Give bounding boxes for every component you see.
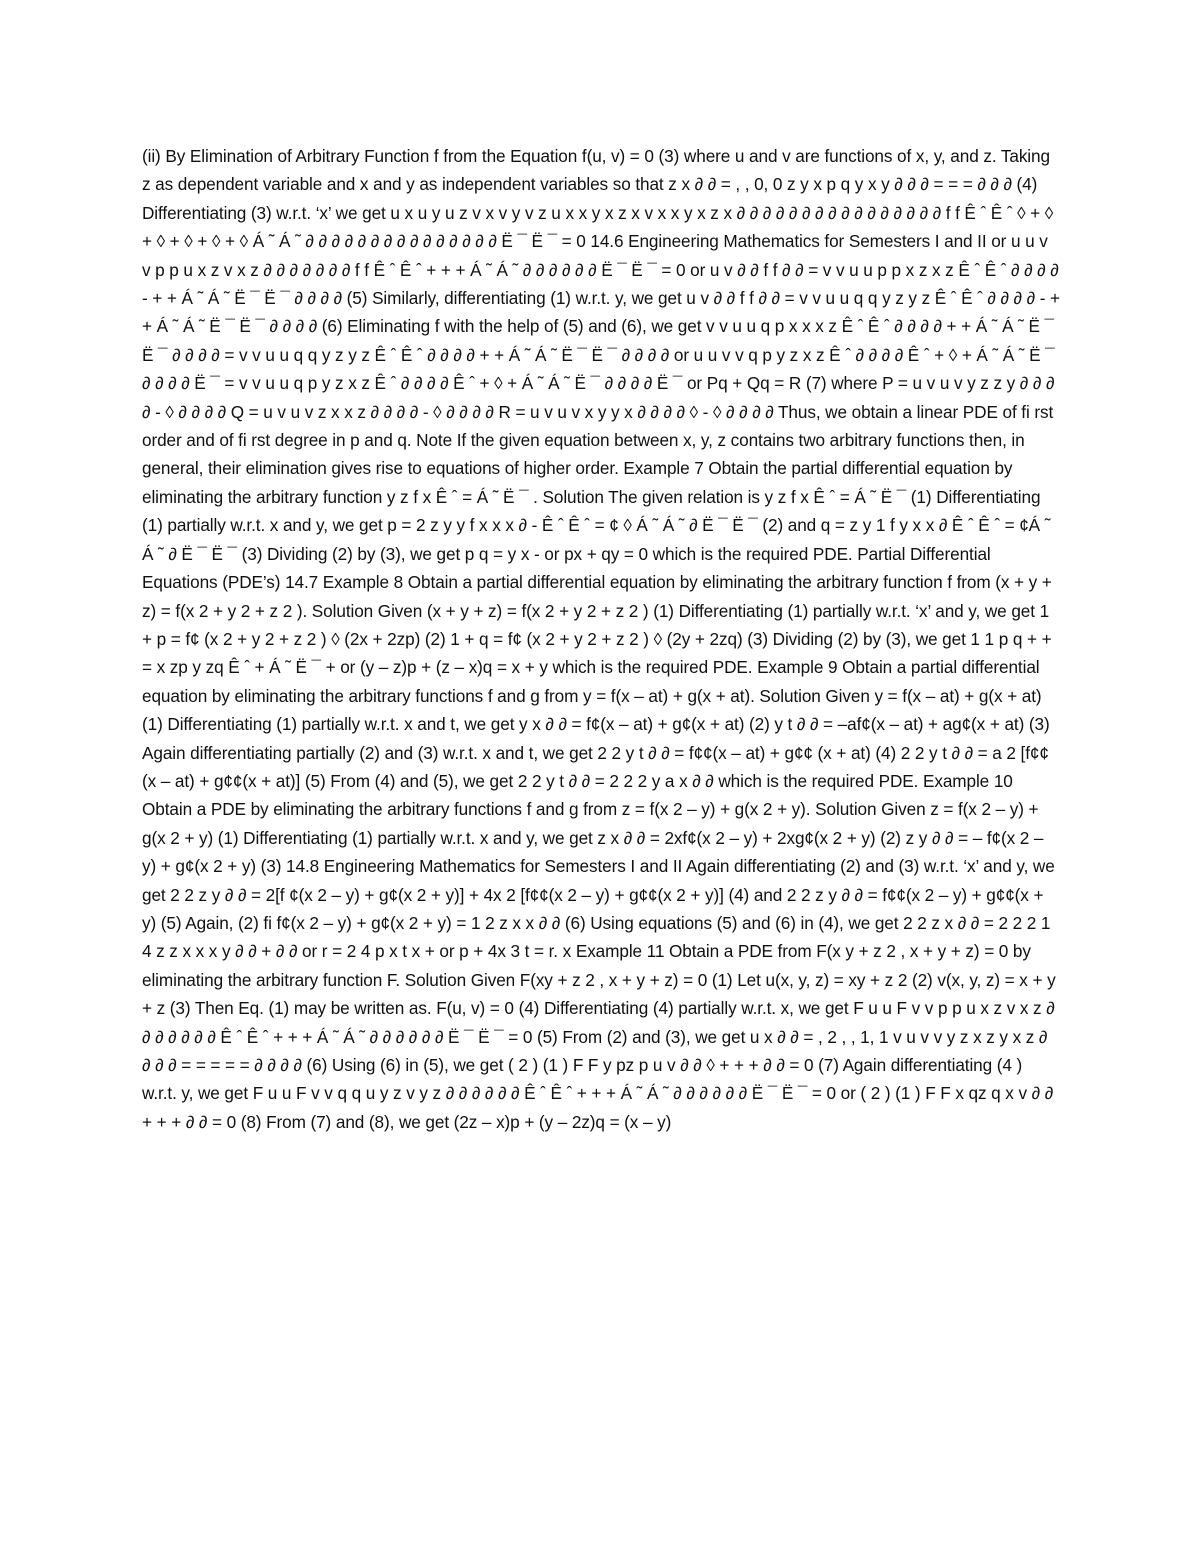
body-paragraph: (ii) By Elimination of Arbitrary Function f from the Equation f(u, v) = 0 (3) where u and v are functions of x, y, and z. Taking z as dependent variable and x and y as independent variables so that z x ∂ ∂ = , , 0, 0 z y x p q y x y ∂ ∂ ∂ = = = ∂ ∂ ∂ (4) Differentiating (3) w.r.t. ‘x’ we get u x u y u z v x v y v z u x x y x z x v x x y x z x ∂ ∂ ∂ ∂ ∂ ∂ ∂ ∂ ∂ ∂ ∂ ∂ ∂ ∂ ∂ ∂ f f Ê ˆ Ê ˆ ◊ + ◊ + ◊ + ◊ + ◊ + ◊ Á ˜ Á ˜ ∂ ∂ ∂ ∂ ∂ ∂ ∂ ∂ ∂ ∂ ∂ ∂ ∂ ∂ ∂ Ë ¯ Ë ¯ = 0 14.6 Engineering Mathematics for Semesters I and II or u u v v p p u x z v x z ∂ ∂ ∂ ∂ ∂ ∂ ∂ f f Ê ˆ Ê ˆ + + + Á ˜ Á ˜ ∂ ∂ ∂ ∂ ∂ ∂ Ë ¯ Ë ¯ = 0 or u v ∂ ∂ f f ∂ ∂ = v v u u p p x z x z Ê ˆ Ê ˆ ∂ ∂ ∂ ∂ - + + Á ˜ Á ˜ Ë ¯ Ë ¯ ∂ ∂ ∂ ∂ (5) Similarly, differentiating (1) w.r.t. y, we get u v ∂ ∂ f f ∂ ∂ = v v u u q q y z y z Ê ˆ Ê ˆ ∂ ∂ ∂ ∂ - + + Á ˜ Á ˜ Ë ¯ Ë ¯ ∂ ∂ ∂ ∂ (6) Eliminating f with the help of (5) and (6), we get v v u u q p x x x z Ê ˆ Ê ˆ ∂ ∂ ∂ ∂ + + Á ˜ Á ˜ Ë ¯ Ë ¯ ∂ ∂ ∂ ∂ = v v u u q q y z y z Ê ˆ Ê ˆ ∂ ∂ ∂ ∂ + + Á ˜ Á ˜ Ë ¯ Ë ¯ ∂ ∂ ∂ ∂ or u u v v q p y z x z Ê ˆ ∂ ∂ ∂ ∂ Ê ˆ + ◊ + Á ˜ Á ˜ Ë ¯ ∂ ∂ ∂ ∂ Ë ¯ = v v u u q p y z x z Ê ˆ ∂ ∂ ∂ ∂ Ê ˆ + ◊ + Á ˜ Á ˜ Ë ¯ ∂ ∂ ∂ ∂ Ë ¯ or Pq + Qq = R (7) where P = u v u v y z z y ∂ ∂ ∂ ∂ - ◊ ∂ ∂ ∂ ∂ Q = u v u v z x x z ∂ ∂ ∂ ∂ - ◊ ∂ ∂ ∂ ∂ R = u v u v x y y x ∂ ∂ ∂ ∂ ◊ - ◊ ∂ ∂ ∂ ∂ Thus, we obtain a linear PDE of fi rst order and of fi rst degree in p and q. Note If the given equation between x, y, z contains two arbitrary functions then, in general, their elimination gives rise to equations of higher order. Example 7 Obtain the partial differential equation by eliminating the arbitrary function y z f x Ê ˆ = Á ˜ Ë ¯ . Solution The given relation is y z f x Ê ˆ = Á ˜ Ë ¯ (1) Differentiating (1) partially w.r.t. x and y, we get p = 2 z y y f x x x ∂ - Ê ˆ Ê ˆ = ¢ ◊ Á ˜ Á ˜ ∂ Ë ¯ Ë ¯ (2) and q = z y 1 f y x x ∂ Ê ˆ Ê ˆ = ¢Á ˜ Á ˜ ∂ Ë ¯ Ë ¯ (3) Dividing (2) by (3), we get p q = y x - or px + qy = 0 which is the required PDE. Partial Differential Equations (PDE’s) 14.7 Example 8 Obtain a partial differential equation by eliminating the arbitrary function f from (x + y + z) = f(x 2 + y 2 + z 2 ). Solution Given (x + y + z) = f(x 2 + y 2 + z 2 ) (1) Differentiating (1) partially w.r.t. ‘x’ and y, we get 1 + p = f¢ (x 2 + y 2 + z 2 ) ◊ (2x + 2zp) (2) 1 + q = f¢ (x 2 + y 2 + z 2 ) ◊ (2y + 2zq) (3) Dividing (2) by (3), we get 1 1 p q + + = x zp y zq Ê ˆ + Á ˜ Ë ¯ + or (y – z)p + (z – x)q = x + y which is the required PDE. Example 9 Obtain a partial differential equation by eliminating the arbitrary functions f and g from y = f(x – at) + g(x + at). Solution Given y = f(x – at) + g(x + at) (1) Differentiating (1) partially w.r.t. x and t, we get y x ∂ ∂ = f¢(x – at) + g¢(x + at) (2) y t ∂ ∂ = –af¢(x – at) + ag¢(x + at) (3) Again differentiating partially (2) and (3) w.r.t. x and t, we get 2 2 y t ∂ ∂ = f¢¢(x – at) + g¢¢ (x + at) (4) 2 2 y t ∂ ∂ = a 2 [f¢¢(x – at) + g¢¢(x + at)] (5) From (4) and (5), we get 2 2 y t ∂ ∂ = 2 2 2 y a x ∂ ∂ which is the required PDE. Example 10 Obtain a PDE by eliminating the arbitrary functions f and g from z = f(x 2 – y) + g(x 2 + y). Solution Given z = f(x 2 – y) + g(x 2 + y) (1) Differentiating (1) partially w.r.t. x and y, we get z x ∂ ∂ = 2xf¢(x 2 – y) + 2xg¢(x 2 + y) (2) z y ∂ ∂ = – f¢(x 2 – y) + g¢(x 2 + y) (3) 14.8 Engineering Mathematics for Semesters I and II Again differentiating (2) and (3) w.r.t. ‘x’ and y, we get 2 2 z y ∂ ∂ = 2[f ¢(x 2 – y) + g¢(x 2 + y)] + 4x 2 [f¢¢(x 2 – y) + g¢¢(x 2 + y)] (4) and 2 2 z y ∂ ∂ = f¢¢(x 2 – y) + g¢¢(x + y) (5) Again, (2) fi f¢(x 2 – y) + g¢(x 2 + y) = 1 2 z x x ∂ ∂ (6) Using equations (5) and (6) in (4), we get 2 2 z x ∂ ∂ = 2 2 2 1 4 z z x x x y ∂ ∂ + ∂ ∂ or r = 2 4 p x t x + or p + 4x 3 t = r. x Example 11 Obtain a PDE from F(x y + z 2 , x + y + z) = 0 by eliminating the arbitrary function F. Solution Given F(xy + z 2 , x + y + z) = 0 (1) Let u(x, y, z) = xy + z 2 (2) v(x, y, z) = x + y + z (3) Then Eq. (1) may be written as. F(u, v) = 0 (4) Differentiating (4) partially w.r.t. x, we get F u u F v v p p u x z v x z ∂ ∂ ∂ ∂ ∂ ∂ ∂ Ê ˆ Ê ˆ + + + Á ˜ Á ˜ ∂ ∂ ∂ ∂ ∂ ∂ Ë ¯ Ë ¯ = 0 (5) From (2) and (3), we get u x ∂ ∂ = , 2 , , 1, 1 v u v v y z x z y x z ∂ ∂ ∂ ∂ = = = = = ∂ ∂ ∂ ∂ (6) Using (6) in (5), we get ( 2 ) (1 ) F F y pz p u v ∂ ∂ ◊ + + + ∂ ∂ = 0 (7) Again differentiating (4 ) w.r.t. y, we get F u u F v v q q u y z v y z ∂ ∂ ∂ ∂ ∂ ∂ Ê ˆ Ê ˆ + + + Á ˜ Á ˜ ∂ ∂ ∂ ∂ ∂ ∂ Ë ¯ Ë ¯ = 0 or ( 2 ) (1 ) F F x qz q x v ∂ ∂ + + + ∂ ∂ = 0 (8) From (7) and (8), we get (2z – x)p + (y – 2z)q = (x – y) (142, 146, 1060, 1132)
